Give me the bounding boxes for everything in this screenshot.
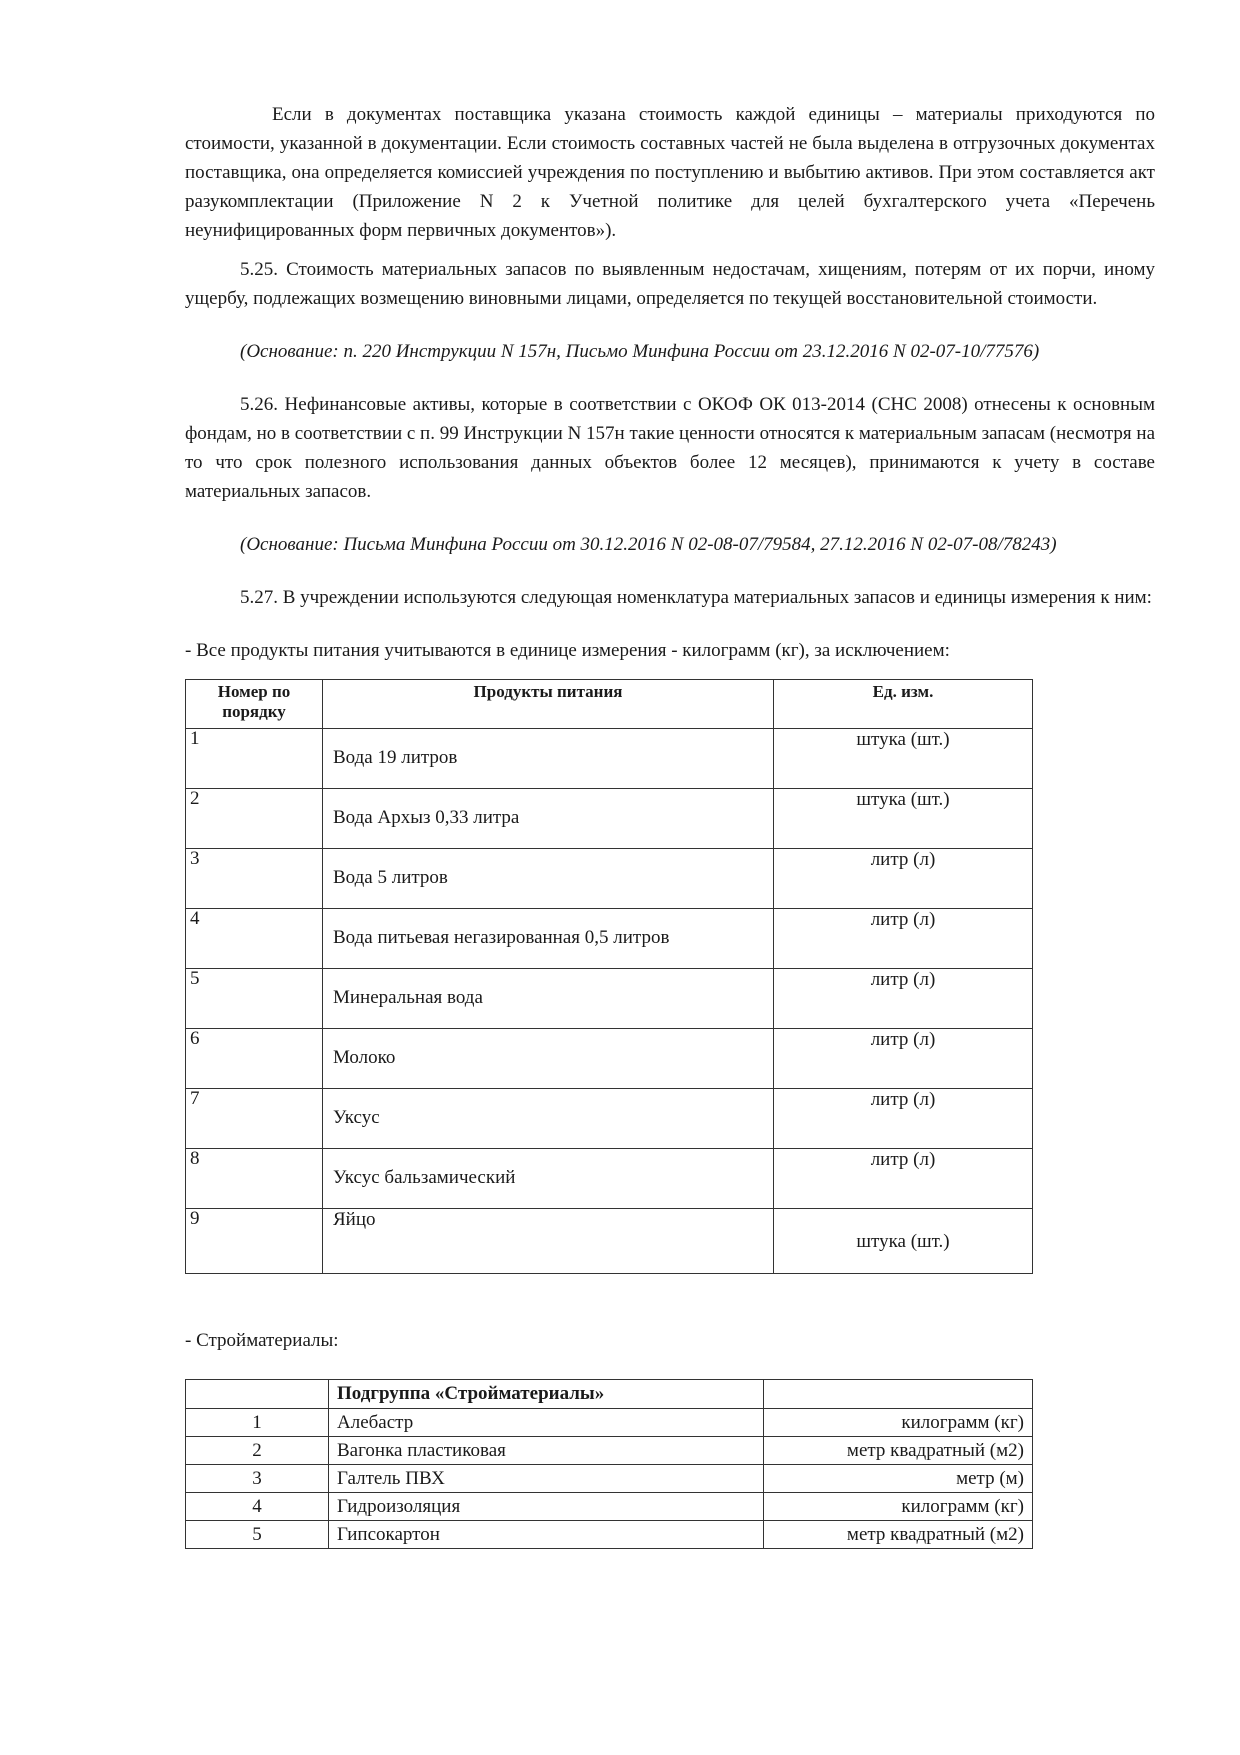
product-name: Молоко — [323, 1029, 774, 1089]
material-name: Гидроизоляция — [329, 1493, 764, 1521]
row-number: 2 — [186, 789, 323, 849]
unit-of-measure: литр (л) — [774, 909, 1033, 969]
row-number: 8 — [186, 1149, 323, 1209]
row-number: 1 — [186, 1409, 329, 1437]
unit-of-measure: штука (шт.) — [774, 789, 1033, 849]
row-number: 7 — [186, 1089, 323, 1149]
product-name: Уксус бальзамический — [323, 1149, 774, 1209]
construction-materials-table — [185, 1379, 1033, 1549]
unit-of-measure: килограмм (кг) — [764, 1409, 1033, 1437]
unit-of-measure: штука (шт.) — [774, 1209, 1033, 1274]
product-name: Вода питьевая негазированная 0,5 литров — [323, 909, 774, 969]
material-name: Алебастр — [329, 1409, 764, 1437]
product-name: Уксус — [323, 1089, 774, 1149]
table-row — [186, 789, 1033, 849]
row-number: 4 — [186, 1493, 329, 1521]
column-header-product: Продукты питания — [323, 680, 774, 729]
row-number: 4 — [186, 909, 323, 969]
row-number: 2 — [186, 1437, 329, 1465]
basis-note-1: (Основание: п. 220 Инструкции N 157н, Письмо Минфина России от 23.12.2016 N 02-07-10/77576) — [240, 341, 1040, 362]
table-row — [186, 1521, 1033, 1549]
unit-of-measure: литр (л) — [774, 969, 1033, 1029]
construction-section-label: - Стройматериалы: — [185, 1330, 339, 1351]
paragraph-5-27: 5.27. В учреждении используются следующая номенклатура материальных запасов и единицы измерения к ним: — [240, 587, 1152, 608]
product-name: Вода 5 литров — [323, 849, 774, 909]
product-name: Вода Архыз 0,33 литра — [323, 789, 774, 849]
product-name: Вода 19 литров — [323, 729, 774, 789]
table-row — [186, 1029, 1033, 1089]
material-name: Вагонка пластиковая — [329, 1437, 764, 1465]
table-row — [186, 849, 1033, 909]
table-header-row — [186, 680, 1033, 729]
unit-of-measure: метр квадратный (м2) — [764, 1437, 1033, 1465]
header-empty-cell — [764, 1380, 1033, 1409]
table-row — [186, 1149, 1033, 1209]
paragraph-food-units: - Все продукты питания учитываются в единице измерения - килограмм (кг), за исключением: — [185, 640, 950, 661]
document-page — [185, 100, 1155, 1549]
material-name: Гипсокартон — [329, 1521, 764, 1549]
basis-note-2: (Основание: Письма Минфина России от 30.12.2016 N 02-08-07/79584, 27.12.2016 N 02-07-08/78243) — [240, 534, 1057, 555]
table-row — [186, 1409, 1033, 1437]
row-number: 1 — [186, 729, 323, 789]
row-number: 9 — [186, 1209, 323, 1274]
paragraph-5-25: 5.25. Стоимость материальных запасов по выявленным недостачам, хищениям, потерям от их порчи, иному ущербу, подлежащих возмещению виновными лицами, определяется по текущей восстановительной стоимости. — [185, 259, 1155, 309]
table-row — [186, 729, 1033, 789]
unit-of-measure: штука (шт.) — [774, 729, 1033, 789]
header-empty-cell — [186, 1380, 329, 1409]
row-number: 3 — [186, 1465, 329, 1493]
row-number: 3 — [186, 849, 323, 909]
unit-of-measure: литр (л) — [774, 1149, 1033, 1209]
paragraph-supplier-cost: Если в документах поставщика указана стоимость каждой единицы – материалы приходуются по стоимости, указанной в документации. Если стоимость составных частей не была выделена в отгрузочных документах поставщика, она определяется комиссией учреждения по поступлению и выбытию активов. При этом составляется акт разукомплектации (Приложение N 2 к Учетной политике для целей бухгалтерского учета «Перечень неунифицированных форм первичных документов»). — [185, 104, 1155, 241]
unit-of-measure: метр квадратный (м2) — [764, 1521, 1033, 1549]
table-row — [186, 1465, 1033, 1493]
unit-of-measure: литр (л) — [774, 849, 1033, 909]
unit-of-measure: литр (л) — [774, 1029, 1033, 1089]
product-name: Минеральная вода — [323, 969, 774, 1029]
row-number: 6 — [186, 1029, 323, 1089]
table-row — [186, 1437, 1033, 1465]
food-units-table — [185, 679, 1033, 1274]
table-row — [186, 909, 1033, 969]
table-row — [186, 1493, 1033, 1521]
material-name: Галтель ПВХ — [329, 1465, 764, 1493]
column-header-unit: Ед. изм. — [774, 680, 1033, 729]
row-number: 5 — [186, 1521, 329, 1549]
product-name: Яйцо — [323, 1209, 774, 1274]
table-header-row — [186, 1380, 1033, 1409]
unit-of-measure: килограмм (кг) — [764, 1493, 1033, 1521]
table-row — [186, 1209, 1033, 1274]
column-header-number: Номер по порядку — [186, 680, 323, 729]
paragraph-5-26: 5.26. Нефинансовые активы, которые в соответствии с ОКОФ ОК 013-2014 (СНС 2008) отнесены к основным фондам, но в соответствии с п. 99 Инструкции N 157н такие ценности относятся к материальным запасам (несмотря на то что срок полезного использования данных объектов более 12 месяцев), принимаются к учету в составе материальных запасов. — [185, 394, 1155, 502]
table-row — [186, 1089, 1033, 1149]
unit-of-measure: литр (л) — [774, 1089, 1033, 1149]
subgroup-header: Подгруппа «Стройматериалы» — [329, 1380, 764, 1409]
row-number: 5 — [186, 969, 323, 1029]
unit-of-measure: метр (м) — [764, 1465, 1033, 1493]
table-row — [186, 969, 1033, 1029]
